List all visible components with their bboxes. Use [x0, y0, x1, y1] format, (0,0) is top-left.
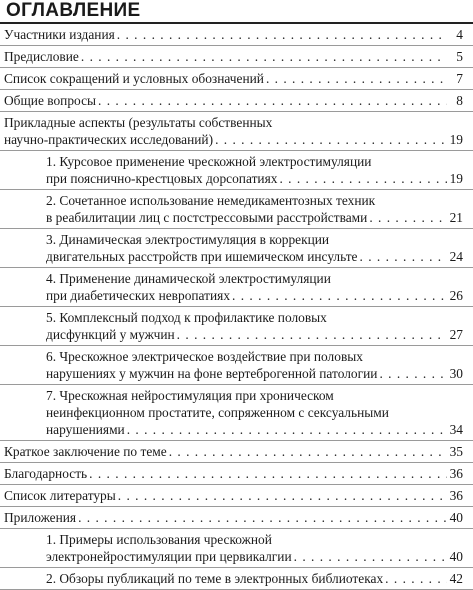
toc-subentry-6[interactable]	[0, 346, 473, 385]
leader-dots	[379, 365, 447, 382]
toc-entry-text: 6. Чрескожное электрическое воздействие при половых	[46, 349, 363, 364]
leader-dots	[232, 287, 447, 304]
leader-dots	[385, 570, 447, 587]
toc-entry-text: Список литературы	[4, 488, 116, 503]
leader-dots	[169, 443, 447, 460]
toc-entry-general[interactable]	[0, 90, 473, 112]
toc-entry-text: при диабетических невропатиях	[46, 288, 231, 303]
toc-entry-text: нарушениях у мужчин на фоне вертеброгенной патологии	[46, 366, 378, 381]
table-of-contents	[0, 24, 473, 590]
toc-page-number: 36	[449, 466, 463, 481]
toc-subentry-1[interactable]	[0, 151, 473, 190]
toc-page-number: 5	[456, 49, 463, 64]
toc-page-number: 27	[449, 327, 463, 342]
toc-subentry-5[interactable]	[0, 307, 473, 346]
toc-entry-text: Участники издания	[4, 27, 115, 42]
toc-entry-text: Список сокращений и условных обозначений	[4, 71, 264, 86]
toc-entry-text: Прикладные аспекты (результаты собственных	[4, 115, 273, 130]
leader-dots	[98, 92, 447, 109]
leader-dots	[81, 48, 447, 65]
toc-entry-text: при пояснично-крестцовых дорсопатиях	[46, 171, 278, 186]
leader-dots	[117, 26, 447, 43]
toc-page-number: 7	[456, 71, 463, 86]
toc-entry-text: нарушениями	[46, 422, 125, 437]
toc-entry-text: в реабилитации лиц с постстрессовыми расстройствами	[46, 210, 368, 225]
toc-page-number: 21	[449, 210, 463, 225]
toc-entry-text: 5. Комплексный подход к профилактике половых	[46, 310, 327, 325]
toc-subentry-appendix-1[interactable]	[0, 529, 473, 568]
toc-entry-text: 2. Обзоры публикаций по теме в электронных библиотеках	[46, 571, 384, 586]
toc-subentry-3[interactable]	[0, 229, 473, 268]
toc-entry-text: 1. Примеры использования чрескожной	[46, 532, 272, 547]
toc-entry-text: 2. Сочетанное использование немедикаментозных техник	[46, 193, 376, 208]
toc-entry-text: Общие вопросы	[4, 93, 97, 108]
toc-page-number: 19	[449, 132, 463, 147]
toc-entry-text: Краткое заключение по теме	[4, 444, 167, 459]
toc-entry-text: дисфункций у мужчин	[46, 327, 175, 342]
leader-dots	[177, 326, 447, 343]
leader-dots	[127, 421, 447, 438]
toc-entry-appendices[interactable]	[0, 507, 473, 529]
toc-entry-text: 7. Чрескожная нейростимуляция при хроническом	[46, 388, 334, 403]
leader-dots	[294, 548, 447, 565]
toc-page-number: 8	[456, 93, 463, 108]
toc-entry-abbreviations[interactable]	[0, 68, 473, 90]
toc-page-number: 40	[449, 549, 463, 564]
toc-entry-text: Благодарность	[4, 466, 88, 481]
leader-dots	[89, 465, 447, 482]
toc-entry-text: 3. Динамическая электростимуляция в коррекции	[46, 232, 330, 247]
toc-subentry-4[interactable]	[0, 268, 473, 307]
toc-entry-contributors[interactable]	[0, 24, 473, 46]
toc-entry-text: Приложения	[4, 510, 77, 525]
toc-entry-references[interactable]	[0, 485, 473, 507]
toc-entry-acknowledgements[interactable]	[0, 463, 473, 485]
toc-subentry-2[interactable]	[0, 190, 473, 229]
toc-page-number: 36	[449, 488, 463, 503]
page-title: ОГЛАВЛЕНИЕ	[6, 0, 141, 21]
toc-page-number: 42	[449, 571, 463, 586]
toc-page-number: 19	[449, 171, 463, 186]
leader-dots	[78, 509, 447, 526]
toc-entry-preface[interactable]	[0, 46, 473, 68]
toc-page-number: 40	[449, 510, 463, 525]
toc-page-number: 34	[449, 422, 463, 437]
toc-entry-text: 1. Курсовое применение чрескожной электростимуляции	[46, 154, 372, 169]
toc-page-number: 35	[449, 444, 463, 459]
toc-page-number: 24	[449, 249, 463, 264]
toc-entry-text: Предисловие	[4, 49, 79, 64]
leader-dots	[369, 209, 447, 226]
leader-dots	[279, 170, 447, 187]
toc-entry-text: неинфекционном простатите, сопряженном с сексуальными	[46, 405, 389, 420]
leader-dots	[215, 131, 447, 148]
toc-page-number: 30	[449, 366, 463, 381]
toc-entry-text: электронейростимуляции при цервикалгии	[46, 549, 292, 564]
leader-dots	[118, 487, 447, 504]
toc-entry-summary[interactable]	[0, 441, 473, 463]
toc-entry-text: научно-практических исследований)	[4, 132, 214, 147]
toc-entry-applied-aspects[interactable]	[0, 112, 473, 151]
leader-dots	[360, 248, 447, 265]
toc-entry-text: 4. Применение динамической электростимуляции	[46, 271, 331, 286]
toc-page-number: 4	[456, 27, 463, 42]
toc-subentry-7[interactable]	[0, 385, 473, 441]
toc-subentry-appendix-2[interactable]	[0, 568, 473, 590]
toc-entry-text: двигательных расстройств при ишемическом инсульте	[46, 249, 358, 264]
leader-dots	[266, 70, 447, 87]
toc-page-number: 26	[449, 288, 463, 303]
